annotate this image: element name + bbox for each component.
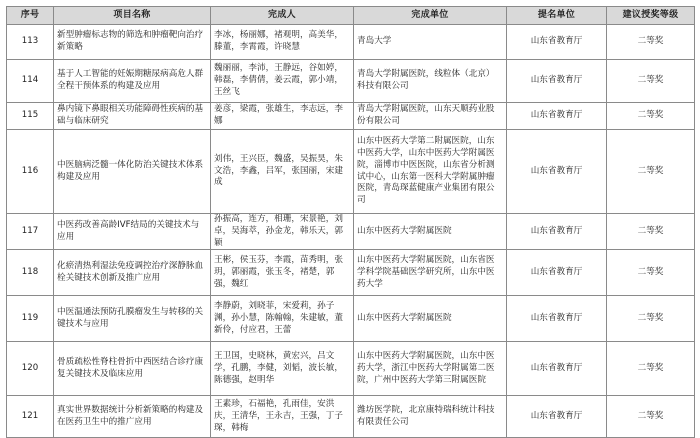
cell-nominator: 山东省教育厅 (507, 103, 607, 130)
table-row (7, 342, 695, 396)
header-row (7, 7, 695, 25)
cell-people: 王素珍，石福艳，孔雨佳，安洪庆，王清华，王永吉，王强，丁子琛，韩梅 (211, 396, 354, 438)
header-people: 完成人 (211, 7, 354, 25)
cell-level: 二等奖 (607, 103, 695, 130)
cell-seq: 119 (7, 296, 54, 342)
awards-table (6, 6, 695, 438)
cell-unit: 青岛大学附属医院，线粒体（北京）科技有限公司 (354, 60, 507, 103)
table-row (7, 130, 695, 214)
cell-seq: 121 (7, 396, 54, 438)
cell-unit: 青岛大学附属医院，山东天顺药业股份有限公司 (354, 103, 507, 130)
cell-people: 魏丽丽，李沛，王静远，谷如婷，韩磊，李倩倩，姜云霞，郭小靖，王丝飞 (211, 60, 354, 103)
table-row (7, 60, 695, 103)
table-body (7, 25, 695, 438)
cell-seq: 114 (7, 60, 54, 103)
table-header (7, 7, 695, 25)
cell-people: 王卫国，史晓林，黄宏兴，吕文学，孔鹏，李健，刘韬，波长敏，陈德强，赵明华 (211, 342, 354, 396)
table-row (7, 250, 695, 296)
cell-people: 李静蔚，刘晓菲，宋爱莉，孙子渊，孙小慧，陈翰翰，朱建敏，董新伶，付应君，王蕾 (211, 296, 354, 342)
header-level: 建议授奖等级 (607, 7, 695, 25)
table-row (7, 25, 695, 60)
header-unit: 完成单位 (354, 7, 507, 25)
cell-unit: 山东中医药大学附属医院，山东中医药大学，浙江中医药大学附属第二医院，广州中医药大学第三附属医院 (354, 342, 507, 396)
cell-level: 二等奖 (607, 130, 695, 214)
table-row (7, 214, 695, 250)
cell-project: 中医脑病泛髓一体化防治关键技术体系构建及应用 (54, 130, 211, 214)
cell-seq: 120 (7, 342, 54, 396)
cell-unit: 山东中医药大学附属医院 (354, 296, 507, 342)
cell-unit: 青岛大学 (354, 25, 507, 60)
cell-project: 真实世界数据统计分析新策略的构建及在医药卫生中的推广应用 (54, 396, 211, 438)
cell-seq: 113 (7, 25, 54, 60)
cell-project: 基于人工智能的妊娠期糖尿病高危人群全程干预体系的构建及应用 (54, 60, 211, 103)
cell-unit: 山东中医药大学附属医院，山东省医学科学院基础医学研究所，山东中医药大学 (354, 250, 507, 296)
cell-people: 李冰，杨丽娜，褚观明，高美华，滕董，李霄霞，许晓慧 (211, 25, 354, 60)
cell-nominator: 山东省教育厅 (507, 342, 607, 396)
cell-level: 二等奖 (607, 396, 695, 438)
cell-seq: 115 (7, 103, 54, 130)
cell-project: 骨质疏松性脊柱骨折中西医结合诊疗康复关键技术及临床应用 (54, 342, 211, 396)
cell-nominator: 山东省教育厅 (507, 250, 607, 296)
table-row (7, 103, 695, 130)
cell-seq: 117 (7, 214, 54, 250)
cell-project: 新型肿瘤标志物的筛选和肿瘤靶向治疗新策略 (54, 25, 211, 60)
table-row (7, 296, 695, 342)
cell-nominator: 山东省教育厅 (507, 296, 607, 342)
cell-nominator: 山东省教育厅 (507, 60, 607, 103)
cell-nominator: 山东省教育厅 (507, 214, 607, 250)
cell-level: 二等奖 (607, 296, 695, 342)
cell-project: 化瘀清热利湿法免疫调控治疗深静脉血栓关键技术创新及推广应用 (54, 250, 211, 296)
cell-unit: 山东中医药大学第二附属医院，山东中医药大学，山东中医药大学附属医院，淄博市中医医院，山东省分析测试中心，山东第一医科大学附属肿瘤医院，青岛琛蓝健康产业集团有限公司 (354, 130, 507, 214)
cell-nominator: 山东省教育厅 (507, 25, 607, 60)
cell-seq: 116 (7, 130, 54, 214)
cell-people: 刘伟，王兴臣，魏盛，吴振昊，朱文浩，李鑫，吕军，张国丽，宋建成 (211, 130, 354, 214)
header-nominator: 提名单位 (507, 7, 607, 25)
cell-project: 中医温通法预防孔膜瘤发生与转移的关键技术与应用 (54, 296, 211, 342)
cell-unit: 山东中医药大学附属医院 (354, 214, 507, 250)
cell-project: 鼻内镜下鼻眼相关功能障碍性疾病的基础与临床研究 (54, 103, 211, 130)
cell-nominator: 山东省教育厅 (507, 396, 607, 438)
cell-seq: 118 (7, 250, 54, 296)
header-project: 项目名称 (54, 7, 211, 25)
cell-level: 二等奖 (607, 250, 695, 296)
cell-level: 二等奖 (607, 60, 695, 103)
cell-unit: 潍坊医学院，北京康特瑞科统计科技有限责任公司 (354, 396, 507, 438)
cell-people: 姜彦，梁霞，张雄生，李志远，李娜 (211, 103, 354, 130)
cell-level: 二等奖 (607, 214, 695, 250)
cell-nominator: 山东省教育厅 (507, 130, 607, 214)
table-row (7, 396, 695, 438)
cell-people: 孙振高，连方，相珊，宋景艳，刘卓，吴海萃，孙金龙，韩乐天，郭颖 (211, 214, 354, 250)
cell-level: 二等奖 (607, 25, 695, 60)
cell-level: 二等奖 (607, 342, 695, 396)
cell-people: 王彬，侯玉芬，李霞，苗秀明，张玥，郭丽霞，张玉冬，褚楚，郭强，魏红 (211, 250, 354, 296)
header-seq: 序号 (7, 7, 54, 25)
cell-project: 中医药改善高龄IVF结局的关键技术与应用 (54, 214, 211, 250)
